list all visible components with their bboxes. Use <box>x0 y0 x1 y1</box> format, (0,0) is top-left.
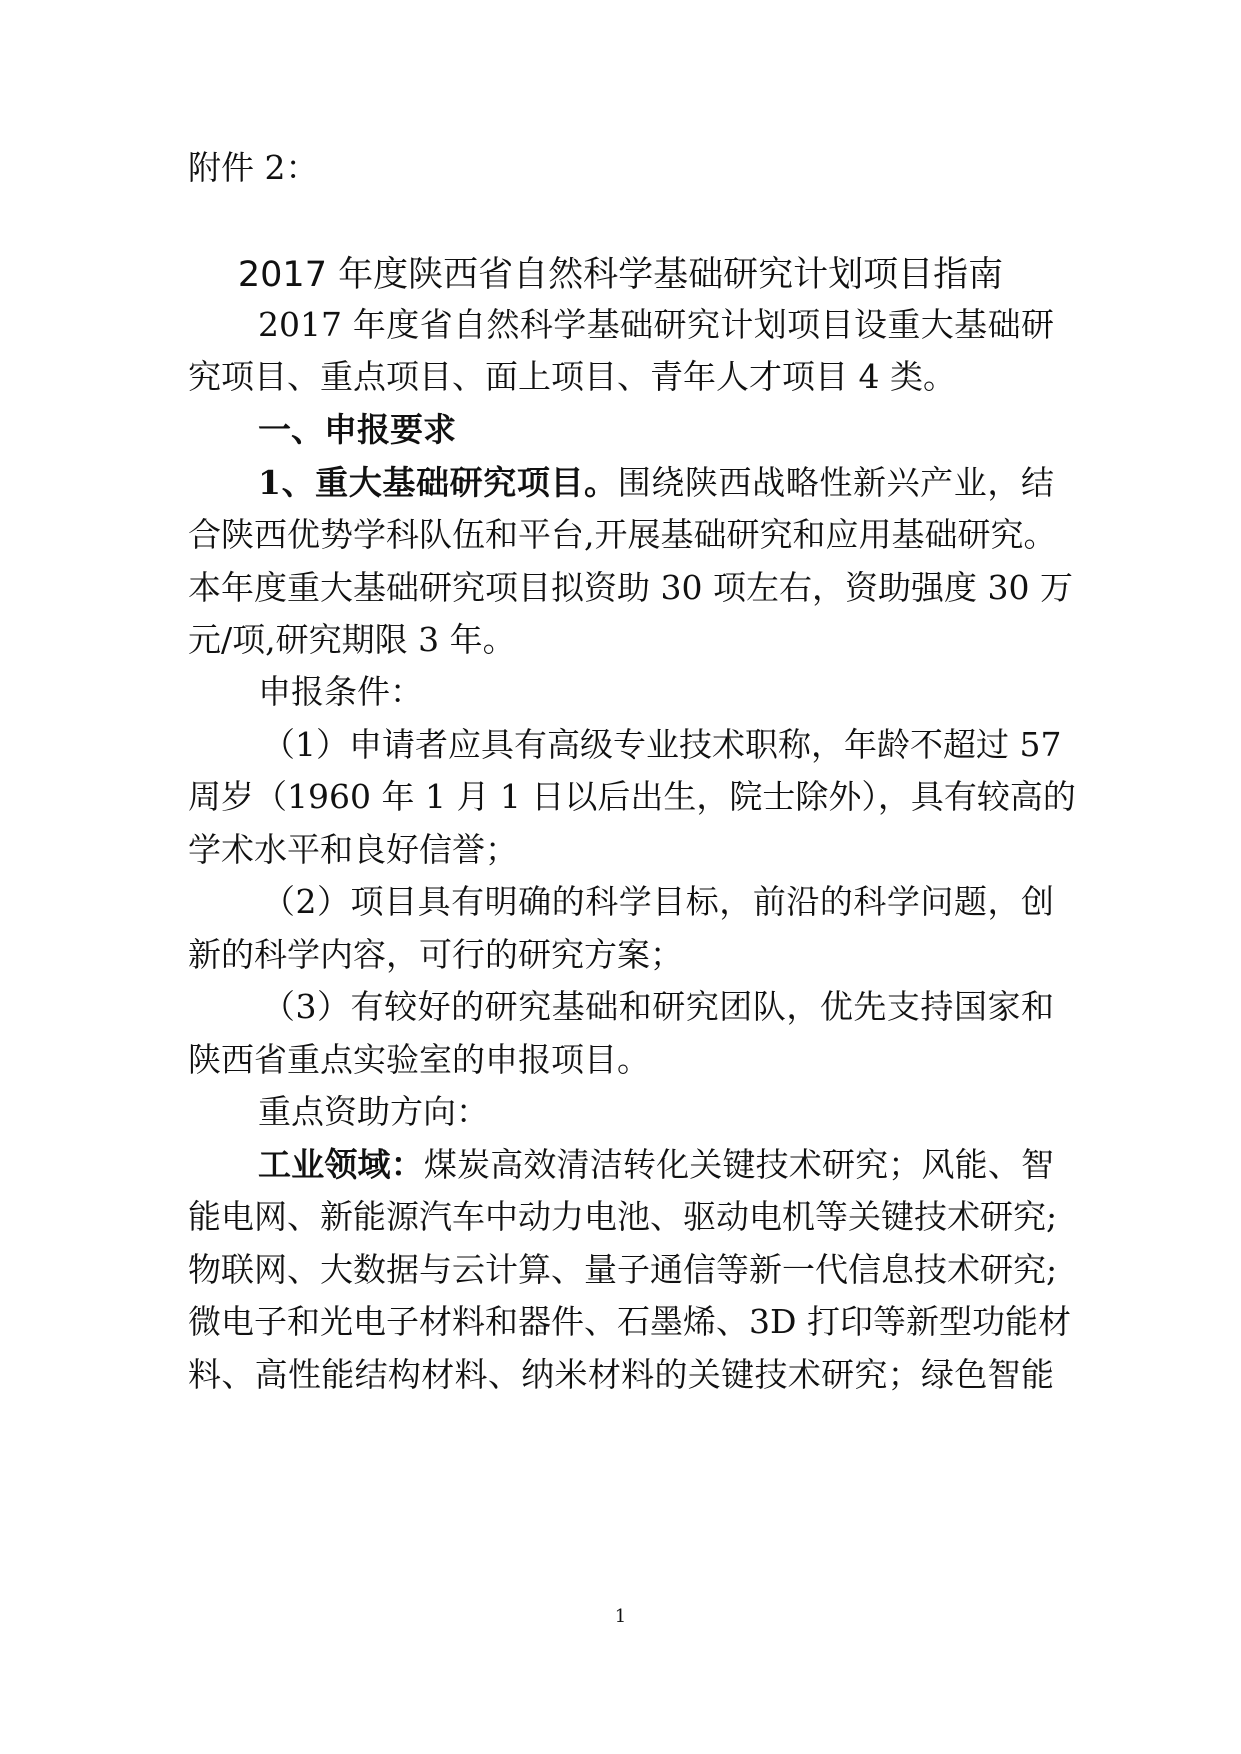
condition-3-line-2: 陕西省重点实验室的申报项目。 <box>188 1040 650 1079</box>
condition-1-line-1: （1）申请者应具有高级专业技术职称，年龄不超过 57 <box>262 725 1062 764</box>
conditions-label: 申报条件： <box>258 672 423 711</box>
industry-first-line <box>258 1145 1054 1185</box>
item1-first-line <box>258 463 1054 503</box>
condition-3-line-1: （3）有较好的研究基础和研究团队，优先支持国家和 <box>262 987 1054 1026</box>
attachment-label: 附件 2： <box>188 148 319 187</box>
industry-heading: 工业领域： <box>258 1145 424 1184</box>
intro-line-2: 究项目、重点项目、面上项目、青年人才项目 4 类。 <box>188 357 956 396</box>
focus-label: 重点资助方向： <box>258 1092 489 1131</box>
item1-heading: 1、重大基础研究项目。 <box>258 463 618 502</box>
item1-line-3: 本年度重大基础研究项目拟资助 30 项左右，资助强度 30 万 <box>188 568 1073 607</box>
industry-line-5: 料、高性能结构材料、纳米材料的关键技术研究；绿色智能 <box>188 1355 1054 1394</box>
condition-1-line-3: 学术水平和良好信誉； <box>188 830 518 869</box>
item1-line-2: 合陕西优势学科队伍和平台,开展基础研究和应用基础研究。 <box>188 515 1057 554</box>
section-heading: 一、申报要求 <box>258 410 456 449</box>
condition-2-line-2: 新的科学内容，可行的研究方案； <box>188 935 683 974</box>
document-title: 2017 年度陕西省自然科学基础研究计划项目指南 <box>237 255 1004 295</box>
condition-1-line-2: 周岁（1960 年 1 月 1 日以后出生，院士除外），具有较高的 <box>188 777 1076 816</box>
item1-line-1: 围绕陕西战略性新兴产业，结 <box>617 463 1055 502</box>
intro-line-1: 2017 年度省自然科学基础研究计划项目设重大基础研 <box>258 305 1054 344</box>
page-number: 1 <box>614 1606 627 1627</box>
condition-2-line-1: （2）项目具有明确的科学目标，前沿的科学问题，创 <box>262 882 1054 921</box>
industry-line-4: 微电子和光电子材料和器件、石墨烯、3D 打印等新型功能材 <box>188 1302 1071 1341</box>
item1-line-4: 元/项,研究期限 3 年。 <box>188 620 516 659</box>
industry-line-3: 物联网、大数据与云计算、量子通信等新一代信息技术研究; <box>188 1250 1058 1289</box>
industry-line-2: 能电网、新能源汽车中动力电池、驱动电机等关键技术研究; <box>188 1197 1058 1236</box>
industry-line-1: 煤炭高效清洁转化关键技术研究；风能、智 <box>423 1145 1055 1184</box>
